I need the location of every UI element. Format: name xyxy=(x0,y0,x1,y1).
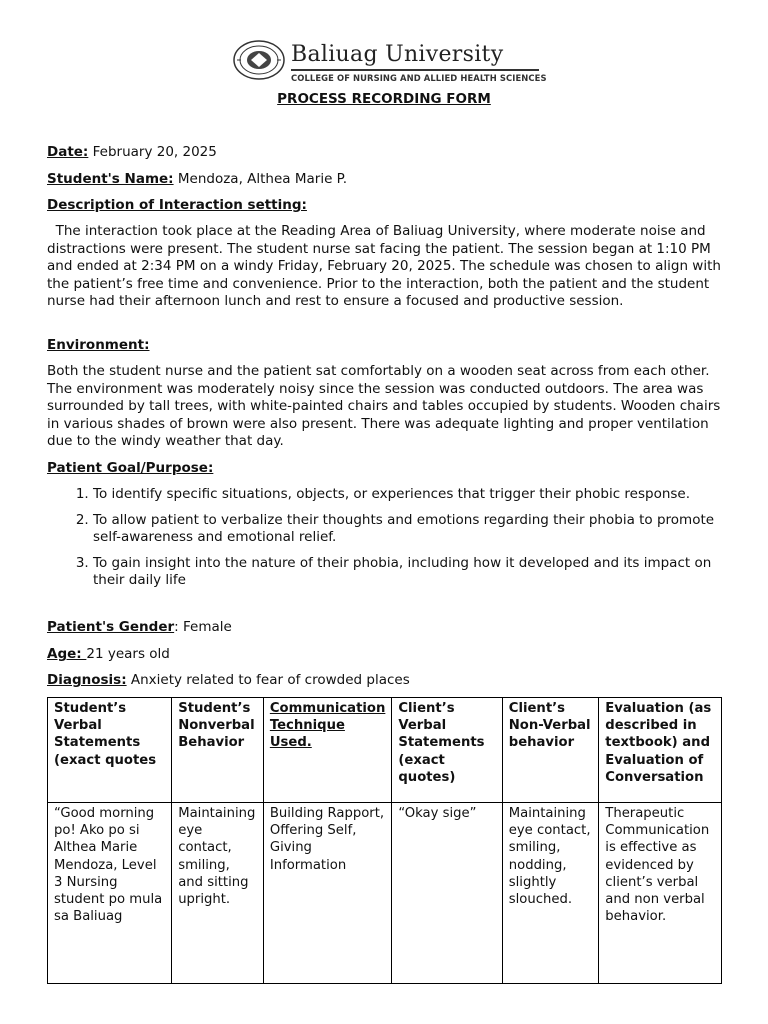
table-cell: Building Rapport, Offering Self, Giving Information xyxy=(263,803,392,984)
table-header-cell: Student’s Nonverbal Behavior xyxy=(172,698,264,803)
student-name-label: Student's Name: xyxy=(47,171,174,187)
table-header-cell: Client’s Non-Verbal behavior xyxy=(502,698,599,803)
date-label: Date: xyxy=(47,144,89,160)
goal-item: 1. To identify specific situations, objects, or experiences that trigger their phobic response. xyxy=(93,486,727,504)
gender-value: : Female xyxy=(174,619,232,635)
age-value: 21 years old xyxy=(86,646,170,662)
process-recording-table xyxy=(47,697,722,984)
gender-line xyxy=(47,619,727,637)
table-header-cell: Student’s Verbal Statements (exact quotes xyxy=(48,698,172,803)
header-divider xyxy=(291,69,539,71)
table-header-cell: Communication Technique Used. xyxy=(263,698,392,803)
student-name-value: Mendoza, Althea Marie P. xyxy=(173,171,348,187)
environment-paragraph: Both the student nurse and the patient sat comfortably on a wooden seat across from each other. The environment was moderately noisy since the session was conducted outdoors. The area was surrounded by tall trees, with white-painted chairs and tables occupied by students. Wooden chairs in various shades of brown were also present. There was adequate lighting and proper ventilation due to the windy weather that day. xyxy=(47,363,721,450)
setting-heading xyxy=(47,197,727,215)
college-name: COLLEGE OF NURSING AND ALLIED HEALTH SCIENCES xyxy=(291,73,547,83)
environment-heading xyxy=(47,337,727,355)
diagnosis-label: Diagnosis: xyxy=(47,672,127,688)
goals-list xyxy=(47,486,727,598)
table-cell: Therapeutic Communication is effective as evidenced by client’s verbal and non verbal behavior. xyxy=(599,803,722,984)
environment-label: Environment: xyxy=(47,337,150,353)
goal-item: 3. To gain insight into the nature of their phobia, including how it developed and its impact on their daily life xyxy=(93,555,727,590)
diagnosis-line xyxy=(47,672,727,690)
university-name: Baliuag University xyxy=(291,42,504,67)
university-seal-icon xyxy=(233,40,285,80)
table-header-cell: Client’s Verbal Statements (exact quotes) xyxy=(392,698,502,803)
date-value: February 20, 2025 xyxy=(88,144,217,160)
table-cell: Maintaining eye contact, smiling, and sitting upright. xyxy=(172,803,264,984)
date-line xyxy=(47,144,727,162)
table-cell: “Okay sige” xyxy=(392,803,502,984)
gender-label: Patient's Gender xyxy=(47,619,175,635)
age-label: Age: xyxy=(47,646,87,662)
table-cell: “Good morning po! Ako po si Althea Marie Mendoza, Level 3 Nursing student po mula sa Baliuag xyxy=(48,803,172,984)
goals-heading xyxy=(47,460,727,478)
setting-label: Description of Interaction setting: xyxy=(47,197,307,213)
table-header-row xyxy=(48,698,722,803)
goals-label: Patient Goal/Purpose: xyxy=(47,460,214,476)
setting-paragraph: The interaction took place at the Reading Area of Baliuag University, where moderate noise and distractions were present. The student nurse sat facing the patient. The session began at 1:10 PM and ended at 2:34 PM on a windy Friday, February 20, 2025. The schedule was chosen to align with the patient’s free time and convenience. Prior to the interaction, both the patient and the student nurse had their afternoon lunch and rest to ensure a focused and productive session. xyxy=(47,223,721,310)
table-header-cell: Evaluation (as described in textbook) and Evaluation of Conversation xyxy=(599,698,722,803)
goal-item: 2. To allow patient to verbalize their thoughts and emotions regarding their phobia to promote self-awareness and emotional relief. xyxy=(93,512,727,547)
form-title: PROCESS RECORDING FORM xyxy=(277,91,491,107)
age-line xyxy=(47,646,727,664)
table-cell: Maintaining eye contact, smiling, nodding, slightly slouched. xyxy=(502,803,599,984)
table-row xyxy=(48,803,722,984)
student-name-line xyxy=(47,171,727,189)
university-header xyxy=(233,38,547,83)
diagnosis-value: Anxiety related to fear of crowded places xyxy=(126,672,410,688)
